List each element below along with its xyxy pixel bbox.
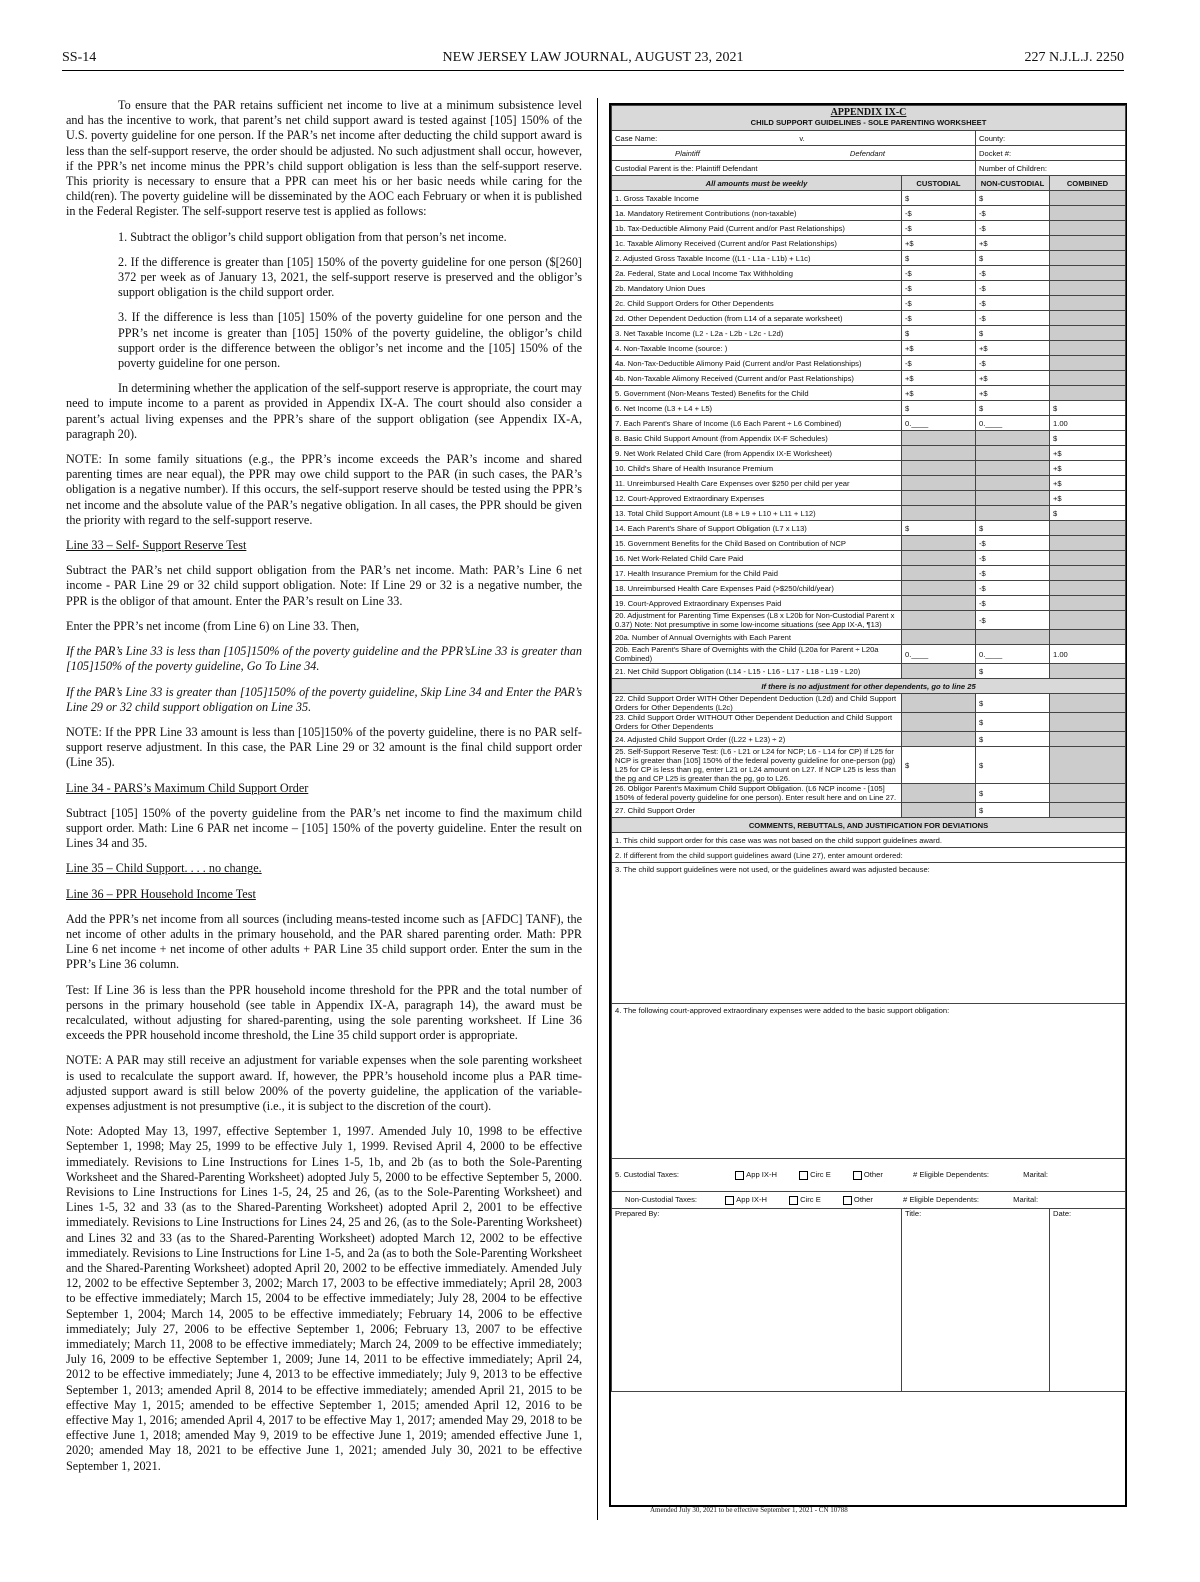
line-label: 6. Net Income (L3 + L4 + L5) [612, 401, 902, 416]
amount-cell[interactable] [902, 536, 976, 551]
worksheet-row [612, 491, 1126, 506]
amount-cell[interactable] [1050, 732, 1126, 747]
amount-cell[interactable] [1050, 356, 1126, 371]
amount-cell[interactable] [902, 630, 976, 645]
line-label: 12. Court-Approved Extraordinary Expenses [612, 491, 902, 506]
amount-cell[interactable]: -$ [976, 551, 1050, 566]
county-field[interactable]: County: [976, 131, 1126, 146]
amount-cell[interactable] [902, 461, 976, 476]
amount-cell[interactable]: 0.____ [902, 416, 976, 431]
custodial-taxes-row: 5. Custodial Taxes: App IX-H Circ E Other # Eligible Dependents: Marital: [612, 1159, 1126, 1192]
amount-cell[interactable] [1050, 784, 1126, 803]
line-label: 2c. Child Support Orders for Other Dependents [612, 296, 902, 311]
amount-cell[interactable]: -$ [976, 536, 1050, 551]
amount-cell[interactable]: $ [1050, 401, 1126, 416]
paragraph: To ensure that the PAR retains sufficient net income to live at a minimum subsistence level and has the incentive to work, that parent’s net child support award is tested against [105] 150% of the U.S. poverty guideline for one person. If the PAR’s net income after deducting the child support award is less than the self-support reserve, the order should be adjusted. No such adjustment shall occur, however, if the PPR’s net income minus the PPR’s child support obligation is less than the self-support reserve. This priority is necessary to ensure that a PPR can meet his or her basic needs while caring for the child(ren). The poverty guideline will be disseminated by the AOC each February or when it is published in the Federal Register. The self-support reserve test is applied as follows: [66, 98, 582, 219]
amount-cell[interactable] [1050, 221, 1126, 236]
amount-cell[interactable] [1050, 536, 1126, 551]
amount-cell[interactable]: +$ [976, 386, 1050, 401]
amount-cell[interactable] [902, 551, 976, 566]
comment-1[interactable]: 1. This child support order for this case was was not based on the child support guidelines award. [612, 833, 1126, 848]
worksheet-row [612, 266, 1126, 281]
amount-cell[interactable]: -$ [976, 596, 1050, 611]
worksheet-row [612, 645, 1126, 664]
amount-cell[interactable]: +$ [1050, 461, 1126, 476]
worksheet-row [612, 401, 1126, 416]
paragraph: Enter the PPR’s net income (from Line 6) on Line 33. Then, [66, 618, 360, 633]
amount-cell[interactable] [1050, 386, 1126, 401]
title-field[interactable]: Title: [902, 1209, 1050, 1392]
step-2: 2. If the difference is greater than [105] 150% of the poverty guideline for one person ($[260] 372 per week as of January 13, 2021, the self-support reserve is preserved and the obligor’s support obligation is the child support order. [118, 254, 582, 300]
line-label: 10. Child's Share of Health Insurance Premium [612, 461, 902, 476]
amount-cell[interactable]: $ [976, 664, 1050, 679]
amount-cell[interactable]: +$ [902, 386, 976, 401]
custodial-parent-field[interactable]: Custodial Parent is the: Plaintiff Defendant [612, 161, 976, 176]
amount-cell[interactable]: -$ [976, 311, 1050, 326]
paragraph: If the PAR’s Line 33 is less than [105]150% of the poverty guideline and the PPR’sLine 33 is greater than [105]150% of the poverty guideline, Go To Line 34. [66, 644, 582, 674]
amount-cell[interactable]: +$ [976, 236, 1050, 251]
amount-cell[interactable]: +$ [902, 371, 976, 386]
paragraph: If the PAR’s Line 33 is greater than [105]150% of the poverty guideline, Skip Line 34 and Enter the PAR’s Line 29 or 32 child support obligation on Line 35. [66, 684, 582, 714]
instructions-column [66, 98, 582, 1484]
amount-cell[interactable]: -$ [902, 281, 976, 296]
amount-cell[interactable]: +$ [902, 341, 976, 356]
amount-cell[interactable] [902, 611, 976, 630]
amount-cell[interactable]: $ [1050, 506, 1126, 521]
amount-cell[interactable] [1050, 251, 1126, 266]
amount-cell[interactable] [902, 491, 976, 506]
amount-cell[interactable] [1050, 596, 1126, 611]
page-header [62, 46, 1124, 71]
amount-cell[interactable] [902, 664, 976, 679]
amount-cell[interactable]: $ [976, 803, 1050, 818]
amount-cell[interactable] [1050, 566, 1126, 581]
amount-cell[interactable] [1050, 747, 1126, 784]
amount-cell[interactable] [1050, 296, 1126, 311]
amount-cell[interactable] [902, 506, 976, 521]
amount-cell[interactable]: 0.____ [976, 416, 1050, 431]
amount-cell[interactable]: $ [902, 191, 976, 206]
amount-cell[interactable] [976, 630, 1050, 645]
line-label: 13. Total Child Support Amount (L8 + L9 + L10 + L11 + L12) [612, 506, 902, 521]
worksheet-row [612, 611, 1126, 630]
amount-cell[interactable]: -$ [902, 356, 976, 371]
amount-cell[interactable]: -$ [976, 281, 1050, 296]
worksheet-row [612, 784, 1126, 803]
worksheet-row [612, 713, 1126, 732]
amount-cell[interactable] [1050, 630, 1126, 645]
line-label: 27. Child Support Order [612, 803, 902, 818]
line-label: 2d. Other Dependent Deduction (from L14 of a separate worksheet) [612, 311, 902, 326]
amount-cell[interactable] [1050, 341, 1126, 356]
journal-title: NEW JERSEY LAW JOURNAL, AUGUST 23, 2021 [442, 50, 744, 65]
paragraph: Subtract [105] 150% of the poverty guideline from the PAR’s net income to find the maximum child support order. Math: Line 6 PAR net income – [105] 150% of the poverty guideline. Enter the result on Lines 34 and 35. [66, 805, 582, 851]
line-label: 26. Obligor Parent's Maximum Child Support Obligation. (L6 NCP income - [105] 150% of federal poverty guideline for one person). Enter result here and on Line 27. [612, 784, 902, 803]
worksheet-title: CHILD SUPPORT GUIDELINES - SOLE PARENTING WORKSHEET [750, 118, 987, 127]
line-label: 15. Government Benefits for the Child Based on Contribution of NCP [612, 536, 902, 551]
worksheet-row [612, 221, 1126, 236]
worksheet-row [612, 371, 1126, 386]
amount-cell[interactable] [976, 491, 1050, 506]
worksheet-row [612, 446, 1126, 461]
amount-cell[interactable]: -$ [976, 611, 1050, 630]
amount-cell[interactable]: +$ [976, 371, 1050, 386]
amount-cell[interactable] [1050, 521, 1126, 536]
line-label: 21. Net Child Support Obligation (L14 - L15 - L16 - L17 - L18 - L19 - L20) [612, 664, 902, 679]
worksheet-row [612, 476, 1126, 491]
worksheet-row [612, 356, 1126, 371]
line-label: 16. Net Work-Related Child Care Paid [612, 551, 902, 566]
amount-cell[interactable] [1050, 281, 1126, 296]
amount-cell[interactable]: $ [976, 694, 1050, 713]
amount-cell[interactable] [902, 476, 976, 491]
line-label: 4b. Non-Taxable Alimony Received (Current and/or Past Relationships) [612, 371, 902, 386]
amount-cell[interactable] [1050, 191, 1126, 206]
line-25-note: If there is no adjustment for other dependents, go to line 25 [612, 679, 1126, 694]
amount-cell[interactable]: -$ [902, 311, 976, 326]
line-label: 20. Adjustment for Parenting Time Expenses (L8 x L20b for Non-Custodial Parent x 0.37) Note: Not presumptive in some low-income situations (see App IX-A, ¶13) [612, 611, 902, 630]
line-label: 20a. Number of Annual Overnights with Each Parent [612, 630, 902, 645]
amount-cell[interactable] [1050, 326, 1126, 341]
worksheet-row [612, 694, 1126, 713]
step-1: 1. Subtract the obligor’s child support obligation from that person’s net income. [118, 229, 507, 244]
amount-cell[interactable] [1050, 581, 1126, 596]
worksheet-row [612, 386, 1126, 401]
comment-4[interactable]: 4. The following court-approved extraordinary expenses were added to the basic support obligation: [612, 1004, 1126, 1159]
worksheet-row [612, 326, 1126, 341]
amount-cell[interactable] [902, 803, 976, 818]
worksheet-row [612, 536, 1126, 551]
line-36-heading: Line 36 – PPR Household Income Test [66, 886, 256, 901]
amount-cell[interactable] [902, 784, 976, 803]
amount-cell[interactable]: -$ [976, 206, 1050, 221]
line-label: 25. Self-Support Reserve Test: (L6 - L21 or L24 for NCP; L6 - L14 for CP) If L25 for NCP is greater than [105] 150% of the federal poverty guideline for one-person (pg) L25 for CP is less than pg, enter L21 or L24 amount on L27. If NCP L25 is less than the pg and CP L25 is greater than the pg, go to L26. [612, 747, 902, 784]
line-label: 8. Basic Child Support Amount (from Appendix IX-F Schedules) [612, 431, 902, 446]
amount-cell[interactable] [1050, 694, 1126, 713]
amount-cell[interactable]: $ [976, 191, 1050, 206]
amount-cell[interactable]: -$ [976, 296, 1050, 311]
amount-cell[interactable] [902, 431, 976, 446]
worksheet-row [612, 747, 1126, 784]
worksheet-row [612, 251, 1126, 266]
docket-field[interactable]: Docket #: [976, 146, 1126, 161]
amount-cell[interactable] [1050, 664, 1126, 679]
line-label: 1. Gross Taxable Income [612, 191, 902, 206]
note: NOTE: A PAR may still receive an adjustment for variable expenses when the sole parenting worksheet is used to recalculate the support award. If, however, the PPR’s household income plus a PAR time-adjusted support award is still below 200% of the poverty guideline, the application of the variable-expenses adjustment is not presumptive (i.e., it is subject to the discretion of the court). [66, 1053, 582, 1113]
amount-cell[interactable] [1050, 611, 1126, 630]
paragraph: In determining whether the application of the self-support reserve is appropriate, the court may need to impute income to a parent as provided in Appendix IX-A. The court should also consider a parent’s actual living expenses and the PPR’s share of the support obligation (see Appendix IX-A, paragraph 20). [66, 381, 582, 441]
line-label: 17. Health Insurance Premium for the Child Paid [612, 566, 902, 581]
line-label: 7. Each Parent's Share of Income (L6 Each Parent ÷ L6 Combined) [612, 416, 902, 431]
worksheet-table: APPENDIX IX-C CHILD SUPPORT GUIDELINES - SOLE PARENTING WORKSHEET Case Name: v. County: Plaintiff Defendant Docket #: Custodial Parent is the: Plaintiff Defendant Number of Children: All amounts must be weekly CUSTODIAL NON-CUSTODIAL COMBINED 1. Gross Taxable Income $ $ 1a. Mandatory Retirement Contributions (non-taxable) -$ -$ 1b. Tax-Deductible Alimony Paid (Current and/or Past Relationships) -$ -$ 1c. Taxable Alimony Received (Current and/or Past Relationships) +$ +$ 2. Adjusted Gross Taxable Income ((L1 - L1a - L1b) + L1c) $ $ 2a. Federal, State and Local Income Tax Withholding -$ -$ 2b. Mandatory Union Dues -$ -$ 2c. Child Support Orders for Other Dependents -$ -$ 2d. Other Dependent Deduction (from L14 of a separate worksheet) -$ -$ 3. Net Taxable Income (L2 - L2a - L2b - L2c - L2d) $ $ 4. Non-Taxable Income (source: ) +$ +$ 4a. Non-Tax-Deductible Alimony Paid (Current and/or Past Relationships) -$ -$ 4b. Non-Taxable Alimony Received (Current and/or Past Relationships) +$ +$ 5. Government (Non-Means Tested) Benefits for the Child +$ +$ 6. Net Income (L3 + L4 + L5) $ $ $ 7. Each Parent's Share of Income (L6 Each Parent ÷ L6 Combined) 0.____ 0.____ 1.00 8. Basic Child Support Amount (from Appendix IX-F Schedules) $ 9. Net Work Related Child Care (from Appendix IX-E Worksheet) +$ 10. Child's Share of Health Insurance Premium +$ 11. Unreimbursed Health Care Expenses over $250 per child per year +$ 12. Court-Approved Extraordinary Expenses +$ 13. Total Child Support Amount (L8 + L9 + L10 + L11 + L12) $ 14. Each Parent's Share of Support Obligation (L7 x L13) $ $ 15. Government Benefits for the Child Based on Contribution of NCP -$ 16. Net Work-Related Child Care Paid -$ 17. Health Insurance Premium for the Child Paid -$ 18. Unreimbursed Health Care Expenses Paid (>$250/child/year) -$ 19. Court-Approved Extraordinary Expenses Paid -$ 20. Adjustment for Parenting Time Expenses (L8 x L20b for Non-Custodial Parent x 0.37) Note: Not presumptive in some low-income situations (see App IX-A, ¶13) -$ 20a. Number of Annual Overnights with Each Parent 20b. Each Parent's Share of Overnights with the Child (L20a for Parent ÷ L20a Combined) 0.____ 0.____ 1.00 21. Net Child Support Obligation (L14 - L15 - L16 - L17 - L18 - L19 - L20) $ If there is no adjustment for other dependents, go to line 25 22. Child Support Order WITH Other Dependent Deduction (L2d) and Child Support Orders for Other Dependents (L2c) $ 23. Child Support Order WITHOUT Other Dependent Deduction and Child Support Orders for Other Dependents $ 24. Adjusted Child Support Order ((L22 + L23) ÷ 2) $ 25. Self-Support Reserve Test: (L6 - L21 or L24 for NCP; L6 - L14 for CP) If L25 for NCP is greater than [105] 150% of the federal poverty guideline for one-person (pg) L25 for CP is less than pg, enter L21 or L24 amount on L27. If NCP L25 is less than the pg and CP L25 is greater than the pg, go to L26. $ $ 26. Obligor Parent's Maximum Child Support Obligation. (L6 NCP income - [105] 150% of federal poverty guideline for one person). Enter result here and on Line 27. $ 27. Child Support Order $ COMMENTS, REBUTTALS, AND JUSTIFICATION FOR DEVIATIONS 1. This child support order for this case was was not based on the child support guidelines award. 2. If different from the child support guidelines award (Line 27), enter amount ordered: 3. The child support guidelines were not used, or the guidelines award was adjusted because: 4. The following court-approved extraordinary expenses were added to the basic support obligation: 5. Custodial Taxes: App IX-H Circ E Other # Eligible Dependents: Marital: Non-Custodial Taxes: App IX-H Circ E Other # Eligible Dependents: Marital: Prepared By: Title: Date: [611, 105, 1126, 1392]
amount-cell[interactable] [1050, 266, 1126, 281]
line-label: 22. Child Support Order WITH Other Dependent Deduction (L2d) and Child Support Orders for Other Dependents (L2c) [612, 694, 902, 713]
amount-cell[interactable]: $ [976, 747, 1050, 784]
worksheet-row [612, 296, 1126, 311]
worksheet-row [612, 596, 1126, 611]
line-label: 14. Each Parent's Share of Support Obligation (L7 x L13) [612, 521, 902, 536]
amount-cell[interactable] [1050, 803, 1126, 818]
amount-cell[interactable]: -$ [902, 296, 976, 311]
worksheet-row [612, 506, 1126, 521]
date-field[interactable]: Date: [1050, 1209, 1126, 1392]
line-label: 3. Net Taxable Income (L2 - L2a - L2b - L2c - L2d) [612, 326, 902, 341]
amount-cell[interactable]: -$ [902, 266, 976, 281]
note: NOTE: In some family situations (e.g., the PPR’s income exceeds the PAR’s income and shared parenting times are near equal), the PPR may owe child support to the PAR (in such cases, the PAR’s obligation is a negative number). If this occurs, the self-support reserve should be tested using the PPR’s net income and the absolute value of the PAR’s negative obligation. In all cases, the PPR should be given the priority with regard to the self-support reserve. [66, 452, 582, 527]
case-name-field[interactable]: Case Name: v. [612, 131, 976, 146]
amount-cell[interactable]: +$ [902, 236, 976, 251]
amount-cell[interactable]: $ [976, 251, 1050, 266]
worksheet-row [612, 341, 1126, 356]
amount-cell[interactable]: $ [902, 747, 976, 784]
amount-cell[interactable]: $ [976, 713, 1050, 732]
comment-2[interactable]: 2. If different from the child support guidelines award (Line 27), enter amount ordered: [612, 848, 1126, 863]
worksheet [609, 103, 1127, 1507]
amount-cell[interactable]: $ [976, 784, 1050, 803]
line-label: 9. Net Work Related Child Care (from Appendix IX-E Worksheet) [612, 446, 902, 461]
amount-cell[interactable]: $ [902, 521, 976, 536]
children-field[interactable]: Number of Children: [976, 161, 1126, 176]
amount-cell[interactable]: -$ [976, 266, 1050, 281]
line-label: 2. Adjusted Gross Taxable Income ((L1 - L1a - L1b) + L1c) [612, 251, 902, 266]
amount-cell[interactable] [902, 581, 976, 596]
note: NOTE: If the PPR Line 33 amount is less than [105]150% of the poverty guideline, there is no PAR self-support reserve adjustment. In this case, the PAR Line 29 or 32 amount is the final child support order (Line 35). [66, 724, 582, 770]
amount-cell[interactable]: -$ [976, 356, 1050, 371]
comments-heading: COMMENTS, REBUTTALS, AND JUSTIFICATION FOR DEVIATIONS [612, 818, 1126, 833]
paragraph: Subtract the PAR’s net child support obligation from the PAR’s net income. Math: PAR’s Line 6 net income - PAR Line 29 or 32 child support obligation. Note: If Line 29 or 32 is a negative number, the PPR is the obligor of that amount. Enter the PAR’s result on Line 33. [66, 563, 582, 608]
amount-cell[interactable] [976, 461, 1050, 476]
amount-cell[interactable]: $ [976, 326, 1050, 341]
noncustodial-taxes-row: Non-Custodial Taxes: App IX-H Circ E Other # Eligible Dependents: Marital: [612, 1192, 1126, 1209]
amount-cell[interactable] [976, 476, 1050, 491]
paragraph: Test: If Line 36 is less than the PPR household income threshold for the PPR and the total number of persons in the primary household (see table in Appendix IX-A, paragraph 14), the award must be recalculated, without adjusting for shared-parenting, using the sole parenting worksheet. If Line 36 exceeds the PPR household income threshold, the Line 35 child support order is appropriate. [66, 982, 582, 1043]
worksheet-row [612, 521, 1126, 536]
amount-cell[interactable]: +$ [1050, 491, 1126, 506]
step-3: 3. If the difference is less than [105] 150% of the poverty guideline for one person and the PPR’s net income is greater than [105] 150% of the poverty guideline, the obligor’s child support order is the difference between the obligor’s net income and the [105] 150% of the poverty guideline for one person. [118, 310, 582, 371]
worksheet-row [612, 191, 1126, 206]
line-label: 24. Adjusted Child Support Order ((L22 + L23) ÷ 2) [612, 732, 902, 747]
amount-cell[interactable]: +$ [1050, 476, 1126, 491]
amount-cell[interactable]: -$ [902, 221, 976, 236]
line-label: 23. Child Support Order WITHOUT Other Dependent Deduction and Child Support Orders for Other Dependents [612, 713, 902, 732]
worksheet-row [612, 311, 1126, 326]
line-label: 4a. Non-Tax-Deductible Alimony Paid (Current and/or Past Relationships) [612, 356, 902, 371]
amount-cell[interactable]: $ [976, 401, 1050, 416]
worksheet-row [612, 803, 1126, 818]
line-label: 2a. Federal, State and Local Income Tax Withholding [612, 266, 902, 281]
line-label: 1a. Mandatory Retirement Contributions (non-taxable) [612, 206, 902, 221]
worksheet-row [612, 664, 1126, 679]
amount-cell[interactable] [902, 446, 976, 461]
amount-cell[interactable] [902, 566, 976, 581]
worksheet-row [612, 206, 1126, 221]
line-34-heading: Line 34 - PARS’s Maximum Child Support Order [66, 780, 309, 795]
worksheet-row [612, 566, 1126, 581]
line-label: 11. Unreimbursed Health Care Expenses over $250 per child per year [612, 476, 902, 491]
amount-cell[interactable]: $ [902, 251, 976, 266]
worksheet-row [612, 431, 1126, 446]
worksheet-footer: Amended July 30, 2021 to be effective September 1, 2021 - CN 10788 [650, 1506, 848, 1514]
comment-3[interactable]: 3. The child support guidelines were not used, or the guidelines award was adjusted because: [612, 863, 1126, 1004]
line-label: 18. Unreimbursed Health Care Expenses Paid (>$250/child/year) [612, 581, 902, 596]
amendment-history: Note: Adopted May 13, 1997, effective September 1, 1997. Amended July 10, 1998 to be effective September 1, 1998; May 25, 1999 to be effective July 1, 1999. Revised April 4, 2000 to be effective immediately. Revisions to Line Instructions for Lines 1-5, 1b, and 2b (as to both the Sole-Parenting Worksheet and the Shared-Parenting Worksheet) adopted July 5, 2000 to be effective September 5, 2000. Revisions to Line Instructions for Lines 1-5, 24, 25 and 26, (as to the Sole-Parenting Worksheet) and Lines 1-5, 32 and 33 (as to the Shared-Parenting Worksheet) adopted April 2, 2001 to be effective immediately. Revisions to Line Instructions for Lines 24, 25 and 26, (as to the Sole-Parenting Worksheet) and Lines 32 and 33 (as to the Shared-Parenting Worksheet) adopted March 12, 2002 to be effective immediately. Revisions to Line Instructions for Line 1-5, and 2a (as to both the Sole-Parenting Worksheet and the Shared-Parenting Worksheet) adopted April 20, 2002 to be effective immediately. Amended July 12, 2002 to be effective September 3, 2002; March 17, 2003 to be effective immediately; April 28, 2003 to be effective immediately; March 15, 2004 to be effective immediately; July 28, 2004 to be effective September 1, 2004; March 14, 2005 to be effective immediately; February 14, 2006 to be effective immediately; July 27, 2006 to be effective September 1, 2006; February 13, 2007 to be effective immediately; March 11, 2008 to be effective immediately; March 24, 2009 to be effective immediately; July 16, 2009 to be effective September 1, 2009; June 14, 2011 to be effective immediately; April 24, 2012 to be effective immediately; June 4, 2013 to be effective immediately; July 9, 2013 to be effective September 1, 2013; amended April 8, 2014 to be effective immediately; amended April 21, 2015 to be effective May 1, 2015; amended to be effective September 1, 2015; amended April 12, 2016 to be effective May 1, 2016; amended April 4, 2017 to be effective May 1, 2017; amended May 29, 2018 to be effective June 1, 2018; amended May 9, 2019 to be effective June 1, 2019; amended effective June 1, 2020; amended May 18, 2021 to be effective June 1, 2021; amended July 30, 2021 to be effective September 1, 2021. [66, 1124, 582, 1473]
appendix-title: APPENDIX IX-C [830, 107, 907, 118]
amount-cell[interactable]: +$ [976, 341, 1050, 356]
line-35-heading: Line 35 – Child Support. . . . no change. [66, 861, 262, 876]
line-label: 1b. Tax-Deductible Alimony Paid (Current and/or Past Relationships) [612, 221, 902, 236]
worksheet-row [612, 281, 1126, 296]
amount-cell[interactable] [1050, 311, 1126, 326]
line-label: 20b. Each Parent's Share of Overnights with the Child (L20a for Parent ÷ L20a Combined) [612, 645, 902, 664]
amount-cell[interactable]: -$ [976, 581, 1050, 596]
amount-cell[interactable] [1050, 236, 1126, 251]
amount-cell[interactable]: 0.____ [902, 645, 976, 664]
worksheet-row [612, 732, 1126, 747]
amount-cell[interactable] [976, 446, 1050, 461]
amount-cell[interactable] [902, 732, 976, 747]
amount-cell[interactable]: -$ [976, 566, 1050, 581]
worksheet-row [612, 581, 1126, 596]
amount-cell[interactable]: $ [1050, 431, 1126, 446]
amount-cell[interactable] [1050, 713, 1126, 732]
amount-cell[interactable] [976, 431, 1050, 446]
worksheet-row [612, 416, 1126, 431]
amount-cell[interactable] [1050, 551, 1126, 566]
amount-cell[interactable]: 1.00 [1050, 645, 1126, 664]
line-label: 4. Non-Taxable Income (source: ) [612, 341, 902, 356]
line-33-heading: Line 33 – Self- Support Reserve Test [66, 538, 247, 553]
line-label: 5. Government (Non-Means Tested) Benefits for the Child [612, 386, 902, 401]
line-label: 19. Court-Approved Extraordinary Expenses Paid [612, 596, 902, 611]
worksheet-row [612, 551, 1126, 566]
prepared-by-field[interactable]: Prepared By: [612, 1209, 902, 1392]
amount-cell[interactable] [1050, 371, 1126, 386]
amount-cell[interactable] [976, 506, 1050, 521]
amount-cell[interactable]: +$ [1050, 446, 1126, 461]
amount-cell[interactable]: 0.____ [976, 645, 1050, 664]
worksheet-row [612, 461, 1126, 476]
paragraph: Add the PPR’s net income from all sources (including means-tested income such as [AFDC] TANF), the net income of other adults in the primary household, and the PAR shared parenting order. Math: PPR Line 6 net income + net income of other adults + PAR Line 35 child support order. Enter the sum in the PPR’s Line 36 column. [66, 911, 582, 972]
amount-cell[interactable]: -$ [902, 206, 976, 221]
amount-cell[interactable]: 1.00 [1050, 416, 1126, 431]
column-divider [597, 98, 598, 1520]
citation: 227 N.J.L.J. 2250 [1024, 50, 1124, 65]
line-label: 2b. Mandatory Union Dues [612, 281, 902, 296]
worksheet-row [612, 236, 1126, 251]
amount-cell[interactable]: $ [902, 326, 976, 341]
line-label: 1c. Taxable Alimony Received (Current and/or Past Relationships) [612, 236, 902, 251]
amount-cell[interactable] [902, 713, 976, 732]
amount-cell[interactable] [902, 596, 976, 611]
worksheet-row [612, 630, 1126, 645]
amount-cell[interactable]: $ [902, 401, 976, 416]
amount-cell[interactable]: $ [976, 521, 1050, 536]
amount-cell[interactable]: -$ [976, 221, 1050, 236]
amount-cell[interactable]: $ [976, 732, 1050, 747]
amount-cell[interactable] [902, 694, 976, 713]
amount-cell[interactable] [1050, 206, 1126, 221]
page-code: SS-14 [62, 50, 97, 65]
